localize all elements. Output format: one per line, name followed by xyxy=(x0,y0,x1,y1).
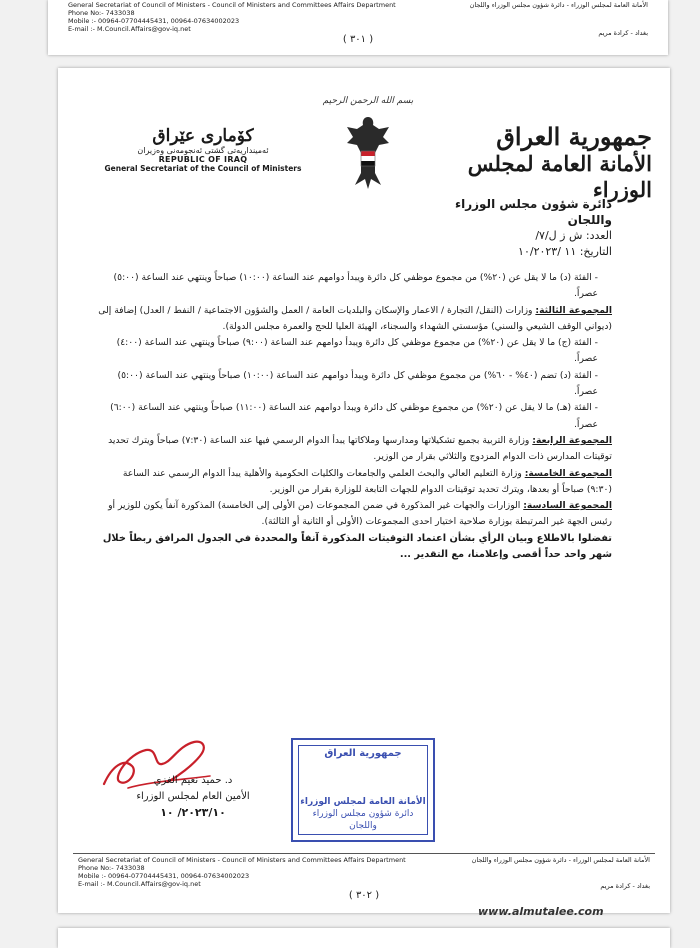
footer-line: Mobile :- 00964-07704445431, 00964-07634002023 xyxy=(78,872,250,880)
next-page xyxy=(58,928,670,948)
footer-line: Phone No:- 7433038 xyxy=(78,864,145,872)
bismillah: بسم الله الرحمن الرحيم xyxy=(322,96,414,106)
header-secretariat-ku: ئەمینداریەتی گشتی ئەنجومەنی وەزیران xyxy=(137,146,269,155)
page-number: ( ٣٠٢ ) xyxy=(348,890,380,901)
group-text: وزارة التربية بجميع تشكيلاتها ومدارسها وملاكاتها يبدأ الدوام الرسمي فيها عند الساعة (٧:٣٠) صباحاً ويترك تحديد توقيتات المدارس ذات الدوام المزدوج والثلاثي بقرار من الوزير. xyxy=(108,434,612,463)
closing-paragraph: تفضلوا بالاطلاع وبيان الرأي بشأن اعتماد التوقيتات المذكورة آنفاً والمحددة في الجدول المرافق ربطاً خلال شهر واحد حداً أقصى وإعلامنا، مع التقدير ... xyxy=(102,532,612,561)
header-republic-ar: جمهورية العراق xyxy=(496,122,652,151)
stamp-line: جمهورية العراق xyxy=(324,748,402,759)
iraq-eagle-emblem-icon xyxy=(343,113,393,193)
header-republic-ku: كۆماری عێراق xyxy=(152,126,254,146)
site-watermark: www.almutalee.com xyxy=(478,905,604,918)
footer-line: الأمانة العامة لمجلس الوزراء - دائرة شؤون مجلس الوزراء واللجان xyxy=(471,856,650,864)
stamp-line: الأمانة العامة لمجلس الوزراء xyxy=(300,797,426,807)
group-text: الوزارات والجهات غير المذكورة في ضمن المجموعات (من الأولى إلى الخامسة) المذكورة آنفاً يكون للوزير أو رئيس الجهة غير المرتبطة بوزارة صلاحية اختيار احدى المجموعات (الأولى أو الثانية أو الثالثة). xyxy=(108,500,612,528)
footer-line: بغداد - كرادة مريم xyxy=(598,29,648,37)
footer-line: E-mail :- M.Council.Affairs@gov-iq.net xyxy=(78,880,201,888)
letter-meta xyxy=(412,196,612,260)
letter-date: التاريخ: ١١ /١٠/٢٠٢٣ xyxy=(518,245,612,258)
paragraph-group-4 xyxy=(98,433,612,466)
group-text: وزارات (النقل/ التجارة / الاعمار والإسكان والبلديات العامة / العمل والشؤون الاجتماعية / النفط / العدل) إضافة إلى (ديواني الوقف الشيعي والسني) مؤسستي الشهداء والسجناء، الهيئة العليا للحج والعمرة مجلس الدولة). xyxy=(98,304,612,332)
stamp-inner xyxy=(298,745,428,835)
footer-divider xyxy=(73,853,655,854)
main-footer-ar xyxy=(450,856,650,890)
footer-line: General Secretariat of Council of Ministers - Council of Ministers and Committees Affairs Department xyxy=(78,856,406,864)
header-secretariat-en: General Secretariat of the Council of Ministers xyxy=(104,164,302,173)
group-title: المجموعة السادسة: xyxy=(523,500,612,512)
paragraph: - الفئة (ج) ما لا يقل عن (٢٠%) من مجموع موظفي كل دائرة ويبدأ دوامهم عند الساعة (٩:٠٠) صباحاً وينتهي عند الساعة (٤:٠٠) عصراً. xyxy=(116,337,598,365)
group-text: وزارة التعليم العالي والبحث العلمي والجامعات والكليات الحكومية والأهلية يبدأ الدوام الرسمي عند الساعة (٩:٣٠) صباحاً أو بعدها، ويترك تحديد توقيتات الدوام للجهات التابعة للوزارة بقرار من الوزير. xyxy=(122,467,612,495)
footer-line: Mobile :- 00964-07704445431, 00964-07634002023 xyxy=(68,17,240,25)
footer-line: General Secretariat of Council of Ministers - Council of Ministers and Committees Affairs Department xyxy=(68,1,396,9)
letter-number: العدد: ش ز ل/٧/ xyxy=(535,229,612,242)
header-arabic xyxy=(422,123,652,203)
page-number: ( ٣٠١ ) xyxy=(342,34,374,45)
footer-line: E-mail :- M.Council.Affairs@gov-iq.net xyxy=(68,25,191,33)
paragraph-group-3 xyxy=(98,303,612,336)
footer-line: Phone No:- 7433038 xyxy=(68,9,135,17)
signature-block xyxy=(118,773,268,821)
footer-line: الأمانة العامة لمجلس الوزراء - دائرة شؤون مجلس الوزراء واللجان xyxy=(469,1,648,9)
previous-page xyxy=(48,0,668,55)
footer-line: بغداد - كرادة مريم xyxy=(600,882,650,890)
letter-body xyxy=(98,270,612,563)
group-title: المجموعة الثالثة: xyxy=(535,304,612,316)
document-page xyxy=(58,68,670,913)
header-kurdish-english xyxy=(103,126,303,173)
stamp-line: دائرة شؤون مجلس الوزراء واللجان xyxy=(312,809,414,831)
signer-title: الأمين العام لمجلس الوزراء xyxy=(136,791,250,802)
prev-footer-en xyxy=(68,1,396,33)
paragraph: - الفئة (د) ما لا يقل عن (٢٠%) من مجموع موظفي كل دائرة ويبدأ دوامهم عند الساعة (١٠:٠٠) صباحاً وينتهي عند الساعة (٥:٠٠) عصراً. xyxy=(113,272,598,300)
signature-date: ٢٠٢٣/١٠/ ١٠ xyxy=(160,806,226,819)
paragraph: - الفئة (د) تضم (٤٠% - ٦٠%) من مجموع موظفي كل دائرة ويبدأ دوامهم عند الساعة (١٠:٠٠) صباحاً وينتهي عند الساعة (٥:٠٠) عصراً. xyxy=(117,369,598,398)
official-stamp xyxy=(291,738,435,842)
group-title: المجموعة الرابعة: xyxy=(532,434,612,446)
header-republic-en: REPUBLIC OF IRAQ xyxy=(158,155,248,164)
paragraph-group-5 xyxy=(98,466,612,499)
paragraph: - الفئة (هـ) ما لا يقل عن (٢٠%) من مجموع موظفي كل دائرة ويبدأ دوامهم عند الساعة (١١:٠٠) صباحاً وينتهي عند الساعة (٦:٠٠) عصراً. xyxy=(110,402,598,430)
group-title: المجموعة الخامسة: xyxy=(524,467,612,479)
paragraph-group-6 xyxy=(98,498,612,531)
prev-footer-ar xyxy=(448,1,648,37)
header-secretariat-ar: الأمانة العامة لمجلس الوزراء xyxy=(467,151,652,202)
signer-name: د. حميد نعيم الغزي xyxy=(153,775,233,786)
department-name: دائرة شؤون مجلس الوزراء واللجان xyxy=(454,197,612,227)
main-footer-en xyxy=(78,856,406,888)
